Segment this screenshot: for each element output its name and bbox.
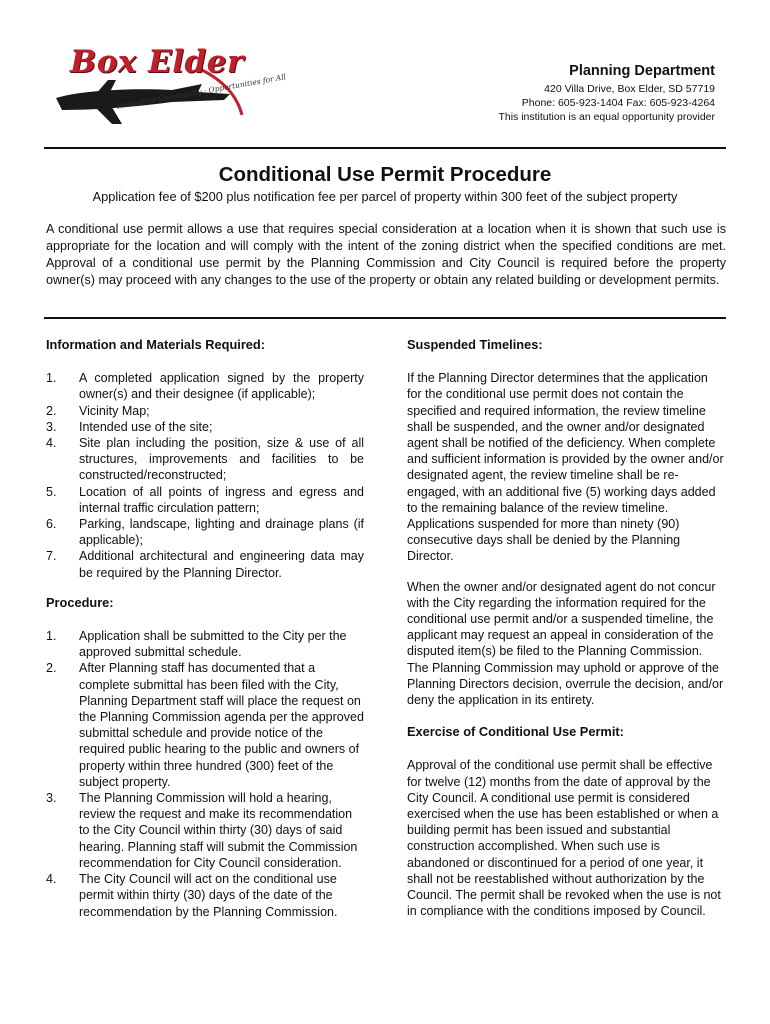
list-item: 2. After Planning staff has documented that a complete submittal has been filed with the City, Planning Department staff will place the request on the Planning Commission agenda per the approved submittal schedule and provide notice of the required public hearing to the public and owners of property within three hundred (300) feet of the subject property. — [46, 661, 364, 789]
list-item: 1. A completed application signed by the property owner(s) and their designee (if applicable); — [46, 371, 364, 402]
procedure-list — [46, 628, 364, 920]
address: 420 Villa Drive, Box Elder, SD 57719 — [544, 83, 715, 95]
procedure-heading: Procedure: — [46, 594, 114, 610]
logo-wordmark: Box Elder — [70, 44, 244, 80]
list-item: 3. Intended use of the site; — [46, 419, 213, 434]
list-item: 6. Parking, landscape, lighting and drainage plans (if applicable); — [46, 517, 364, 548]
divider — [44, 147, 726, 149]
equal-opportunity-statement: This institution is an equal opportunity provider — [498, 111, 715, 123]
list-item: 1. Application shall be submitted to the City per the approved submittal schedule. — [46, 629, 347, 660]
suspended-timelines-heading: Suspended Timelines: — [407, 337, 543, 352]
list-item: 7. Additional architectural and engineering data may be required by the Planning Director. — [46, 549, 364, 580]
exercise-heading: Exercise of Conditional Use Permit: — [407, 724, 624, 740]
fee-note: Application fee of $200 plus notification fee per parcel of property within 300 feet of the subject property — [92, 189, 678, 204]
suspended-timelines-paragraph: If the Planning Director determines that the application for the conditional use permit does not contain the specified and required information, the review timeline shall be suspended, and the owner and/or designated agent shall be notified of the deficiency. When complete and sufficient information is provided by the owner and/or designated agent, the review timeline shall be re-engaged, with an additional five (5) working days added to the remaining balance of the review timeline. Applications suspended for more than ninety (90) consecutive days shall be denied by the Planning Director. — [407, 371, 724, 564]
divider — [44, 317, 726, 319]
document-title: Conditional Use Permit Procedure — [218, 163, 552, 186]
appeal-paragraph: When the owner and/or designated agent do not concur with the City regarding the information required for the conditional use permit and/or a suspended timeline, the applicant may request an appeal in consideration of the disputed item(s) be filed to the Planning Commission. The Planning Commission may uphold or approve of the Planning Directors decision, overrule the decision, and/or deny the application in its entirety. — [407, 579, 724, 708]
list-item: 3. The Planning Commission will hold a hearing, review the request and make its recommendation to the City Council within thirty (30) days of said hearing. Planning staff will submit the Commission recommendation for City Council consideration. — [46, 791, 358, 870]
city-logo — [52, 40, 287, 135]
intro-paragraph: A conditional use permit allows a use that requires special consideration at a location when it is shown that such use is appropriate for the location and will comply with the intent of the zoning district when the specified conditions are met. Approval of a conditional use permit by the Planning Commission and City Council is required before the property owner(s) may proceed with any changes to the use of the property or obtain any related building or development permits. — [46, 222, 726, 287]
phone-fax: Phone: 605-923-1404 Fax: 605-923-4264 — [521, 97, 715, 109]
contact-block — [498, 63, 715, 124]
materials-list — [46, 370, 364, 581]
left-column — [46, 337, 364, 920]
list-item: 2. Vicinity Map; — [46, 403, 150, 418]
right-column — [407, 337, 725, 920]
exercise-paragraph: Approval of the conditional use permit shall be effective for twelve (12) months from the date of approval by the City Council. A conditional use permit is considered exercised when the use has been established or when a building permit has been issued and substantial construction accomplished. When such use is abandoned or discontinued for a period of one year, it shall not be reestablished without authorization by the Council. The permit shall be revoked when the use is not in compliance with the conditions imposed by Council. — [407, 758, 721, 919]
logo-tagline: Innovative Community · Opportunities for All — [116, 72, 287, 111]
department-name: Planning Department — [569, 63, 715, 79]
list-item: 4. Site plan including the position, size & use of all structures, improvements and facilities to be constructed/reconstructed; — [46, 436, 364, 483]
list-item: 4. The City Council will act on the conditional use permit within thirty (30) days of the date of the recommendation by the Planning Commission. — [46, 872, 338, 919]
materials-heading: Information and Materials Required: — [46, 337, 265, 352]
list-item: 5. Location of all points of ingress and egress and internal traffic circulation pattern; — [46, 484, 364, 515]
